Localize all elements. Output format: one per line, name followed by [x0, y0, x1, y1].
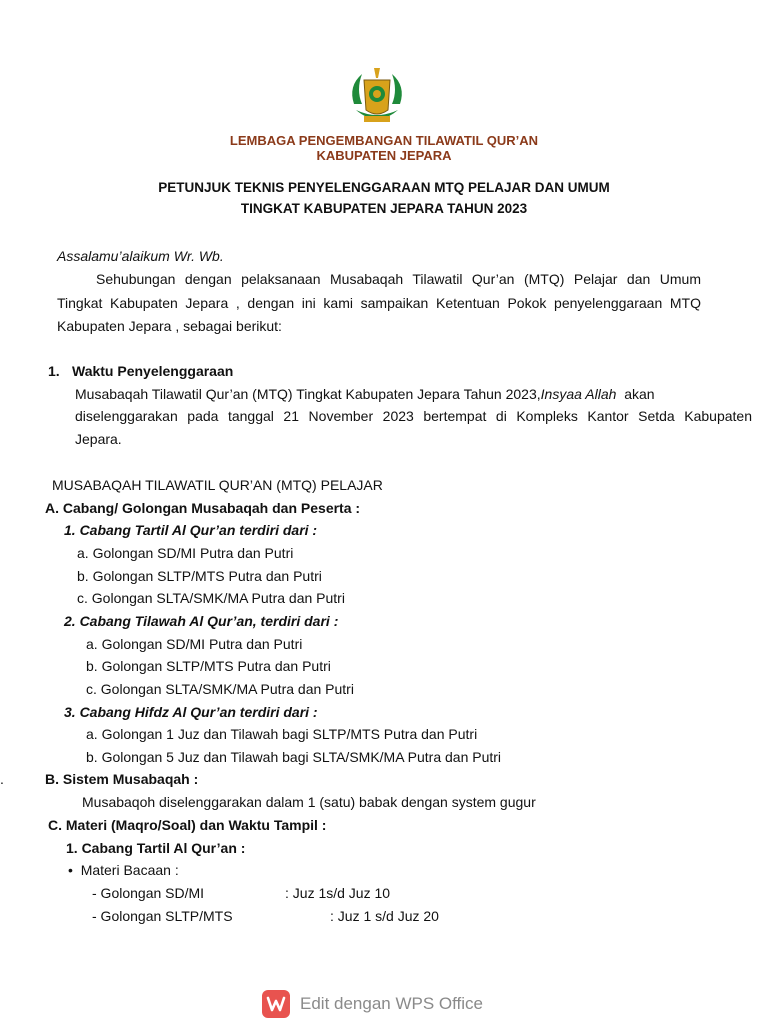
org-name-line1: LEMBAGA PENGEMBANGAN TILAWATIL QUR’AN: [229, 133, 539, 148]
golongan-row-value: : Juz 1 s/d Juz 20: [330, 908, 439, 924]
list-item: a. Golongan SD/MI Putra dan Putri: [86, 636, 303, 652]
document-title-line2: TINGKAT KABUPATEN JEPARA TAHUN 2023: [240, 201, 528, 216]
document-title-line1: PETUNJUK TEKNIS PENYELENGGARAAN MTQ PELAJAR DAN UMUM: [158, 180, 610, 195]
section-a-heading: A. Cabang/ Golongan Musabaqah dan Peserta :: [45, 500, 361, 516]
wps-office-icon: [262, 990, 290, 1018]
bullet-icon: •: [68, 862, 73, 878]
golongan-row-label: - Golongan SD/MI: [92, 885, 205, 901]
section-b-heading: B. Sistem Musabaqah :: [45, 771, 199, 787]
section-b-marker: .: [0, 771, 4, 787]
section1-line2: diselenggarakan pada tanggal 21 November 2023 bertempat di Kompleks Kantor Setda Kabupaten: [75, 408, 752, 424]
wps-edit-text[interactable]: Edit dengan WPS Office: [300, 994, 484, 1013]
bullet-text: Materi Bacaan :: [80, 862, 179, 878]
list-item: b. Golongan 5 Juz dan Tilawah bagi SLTA/SMK/MA Putra dan Putri: [86, 749, 502, 765]
greeting: Assalamu’alaikum Wr. Wb.: [57, 248, 224, 264]
list-item: a. Golongan SD/MI Putra dan Putri: [77, 545, 294, 561]
section1-line1-b: Insyaa Allah: [540, 386, 617, 402]
cabang-tartil-subheading: 1. Cabang Tartil Al Qur’an :: [66, 840, 246, 856]
intro-line1: Sehubungan dengan pelaksanaan Musabaqah Tilawatil Qur’an (MTQ) Pelajar dan Umum: [96, 271, 701, 287]
list-item: c. Golongan SLTA/SMK/MA Putra dan Putri: [86, 681, 354, 697]
section1-line1-c: akan: [624, 386, 655, 402]
section1-line1: [75, 386, 655, 402]
section1-line3: Jepara.: [75, 431, 122, 447]
org-name-line2: KABUPATEN JEPARA: [316, 148, 452, 163]
golongan-row-value: : Juz 1s/d Juz 10: [285, 885, 391, 901]
section1-line1-a: Musabaqah Tilawatil Qur’an (MTQ) Tingkat Kabupaten Jepara Tahun 2023,: [75, 386, 541, 402]
list-item: a. Golongan 1 Juz dan Tilawah bagi SLTP/MTS Putra dan Putri: [86, 726, 478, 742]
jepara-emblem-logo: [342, 64, 412, 134]
section1-number: 1.: [48, 363, 60, 379]
intro-line3: Kabupaten Jepara , sebagai berikut:: [57, 318, 282, 334]
section-b-text: Musabaqoh diselenggarakan dalam 1 (satu) babak dengan system gugur: [82, 794, 536, 810]
mtq-pelajar-heading: MUSABAQAH TILAWATIL QUR’AN (MTQ) PELAJAR: [52, 477, 383, 493]
cabang-tartil-heading: 1. Cabang Tartil Al Qur’an terdiri dari :: [64, 522, 318, 538]
cabang-hifdz-heading: 3. Cabang Hifdz Al Qur’an terdiri dari :: [64, 704, 318, 720]
section1-heading: Waktu Penyelenggaraan: [72, 363, 234, 379]
cabang-tilawah-heading: 2. Cabang Tilawah Al Qur’an, terdiri dari :: [64, 613, 339, 629]
list-item: b. Golongan SLTP/MTS Putra dan Putri: [77, 568, 322, 584]
section-c-heading: C. Materi (Maqro/Soal) dan Waktu Tampil :: [48, 817, 327, 833]
list-item: b. Golongan SLTP/MTS Putra dan Putri: [86, 658, 331, 674]
list-item: c. Golongan SLTA/SMK/MA Putra dan Putri: [77, 590, 345, 606]
wps-edit-banner[interactable]: [262, 990, 483, 1018]
intro-line2: Tingkat Kabupaten Jepara , dengan ini kami sampaikan Ketentuan Pokok penyelenggaraan MTQ: [57, 295, 701, 311]
golongan-row-label: - Golongan SLTP/MTS: [92, 908, 233, 924]
bullet-item: [68, 862, 179, 878]
